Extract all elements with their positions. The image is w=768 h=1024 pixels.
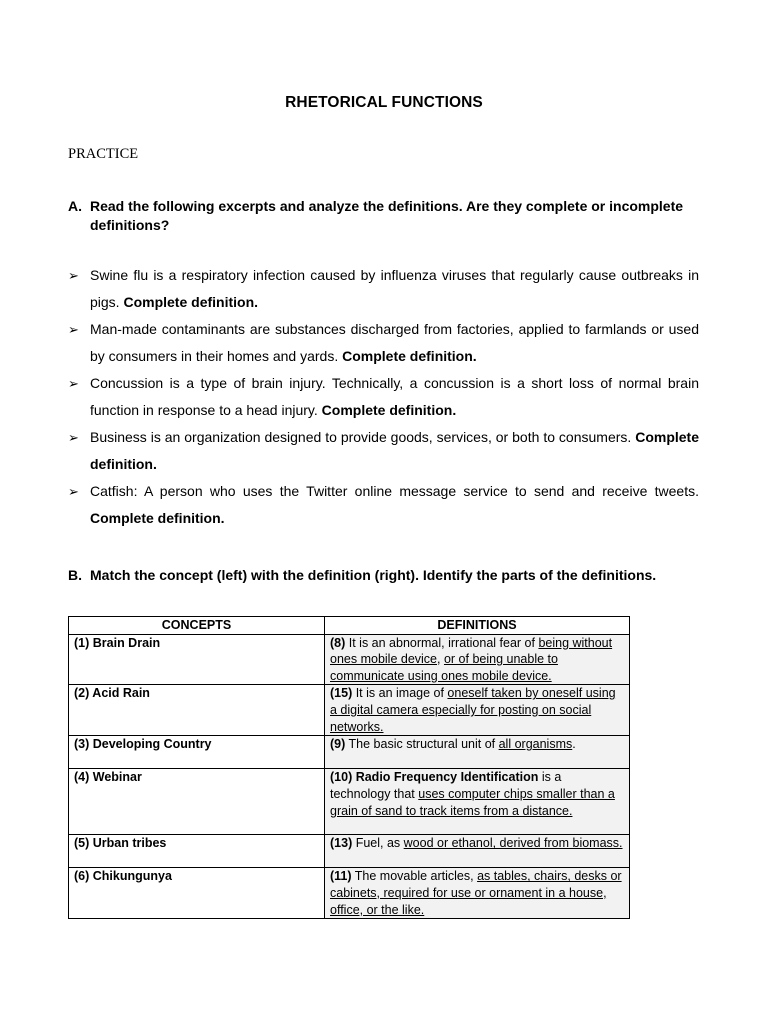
definitions-header: DEFINITIONS bbox=[325, 617, 630, 635]
excerpt-text: Catfish: A person who uses the Twitter online message service to send and receive tweets. bbox=[90, 483, 699, 499]
section-b-instruction bbox=[68, 567, 708, 583]
section-a-instruction bbox=[68, 197, 698, 235]
list-item bbox=[68, 478, 699, 532]
excerpt-answer: Complete definition. bbox=[90, 429, 699, 472]
concept-cell: (3) Developing Country bbox=[69, 736, 325, 769]
definition-text: The basic structural unit of bbox=[345, 737, 499, 752]
definition-number: (11) bbox=[330, 869, 352, 884]
table-row bbox=[69, 769, 630, 835]
definition-number: (8) bbox=[330, 635, 346, 650]
table-row bbox=[69, 868, 630, 919]
concepts-header: CONCEPTS bbox=[69, 617, 325, 635]
list-item bbox=[68, 262, 699, 316]
excerpt-answer: Complete definition. bbox=[342, 348, 477, 364]
excerpt-text: Concussion is a type of brain injury. Technically, a concussion is a short loss of normal brain function in response to a head injury. bbox=[90, 375, 699, 418]
list-item bbox=[68, 424, 699, 478]
definition-underlined: as tables, chairs, desks or cabinets, required for use or ornament in a house, office, or the like. bbox=[330, 869, 622, 917]
arrow-bullet-icon: ➢ bbox=[68, 484, 79, 499]
excerpt-text: Business is an organization designed to provide goods, services, or both to consumers. bbox=[90, 429, 636, 445]
definition-text: is a technology that bbox=[330, 770, 562, 801]
definition-text: It is an abnormal, irrational fear of bbox=[345, 635, 539, 650]
section-a-letter: A. bbox=[68, 198, 82, 214]
table-row bbox=[69, 736, 630, 769]
definition-cell bbox=[325, 868, 630, 919]
excerpt-text: Man-made contaminants are substances discharged from factories, applied to farmlands or used by consumers in their homes and yards. bbox=[90, 321, 699, 364]
definition-text: The movable articles, bbox=[351, 869, 478, 884]
definition-cell bbox=[325, 769, 630, 835]
definition-list bbox=[68, 262, 699, 532]
concept-cell: (6) Chikungunya bbox=[69, 868, 325, 919]
definition-number: (13) bbox=[330, 836, 353, 851]
list-item bbox=[68, 370, 699, 424]
excerpt-text: Swine flu is a respiratory infection caused by influenza viruses that regularly cause outbreaks in pigs. bbox=[90, 267, 699, 310]
definition-underlined: being without ones mobile device bbox=[330, 635, 613, 667]
matching-table bbox=[68, 616, 630, 919]
concept-cell: (5) Urban tribes bbox=[69, 835, 325, 868]
definition-number: (15) bbox=[330, 686, 353, 701]
definition-number: (10) Radio Frequency Identification bbox=[330, 770, 539, 785]
excerpt-answer: Complete definition. bbox=[90, 510, 225, 526]
excerpt-answer: Complete definition. bbox=[321, 402, 457, 418]
concept-cell: (1) Brain Drain bbox=[69, 634, 325, 685]
definition-underlined: all organisms bbox=[498, 737, 573, 752]
table-header-row bbox=[69, 617, 630, 635]
definition-cell bbox=[325, 835, 630, 868]
definition-text: . bbox=[572, 737, 576, 752]
definition-underlined: wood or ethanol, derived from biomass. bbox=[403, 836, 623, 851]
arrow-bullet-icon: ➢ bbox=[68, 268, 79, 283]
section-b-text: Match the concept (left) with the definition (right). Identify the parts of the definitions. bbox=[90, 567, 657, 583]
definition-underlined: or of being unable to communicate using ones mobile device. bbox=[330, 652, 558, 683]
table-row bbox=[69, 634, 630, 685]
arrow-bullet-icon: ➢ bbox=[68, 376, 79, 391]
page-title: RHETORICAL FUNCTIONS bbox=[285, 94, 483, 111]
definition-text: It is an image of bbox=[352, 686, 448, 701]
table-row bbox=[69, 685, 630, 736]
concept-cell: (4) Webinar bbox=[69, 769, 325, 835]
definition-text: Fuel, as bbox=[352, 836, 404, 851]
arrow-bullet-icon: ➢ bbox=[68, 322, 79, 337]
arrow-bullet-icon: ➢ bbox=[68, 430, 79, 445]
definition-cell bbox=[325, 685, 630, 736]
concept-cell: (2) Acid Rain bbox=[69, 685, 325, 736]
definition-number: (9) bbox=[330, 737, 346, 752]
list-item bbox=[68, 316, 699, 370]
definition-underlined: uses computer chips smaller than a grain of sand to track items from a distance. bbox=[330, 786, 615, 818]
practice-heading: PRACTICE bbox=[68, 146, 139, 162]
table-row bbox=[69, 835, 630, 868]
excerpt-answer: Complete definition. bbox=[123, 294, 259, 310]
definition-text: , bbox=[437, 652, 444, 667]
definition-underlined: oneself taken by oneself using a digital camera especially for posting on social networks. bbox=[330, 686, 616, 734]
definition-cell bbox=[325, 736, 630, 769]
section-b-letter: B. bbox=[68, 567, 82, 583]
definition-cell bbox=[325, 634, 630, 685]
section-a-text: Read the following excerpts and analyze the definitions. Are they complete or incomplete definitions? bbox=[90, 198, 684, 233]
